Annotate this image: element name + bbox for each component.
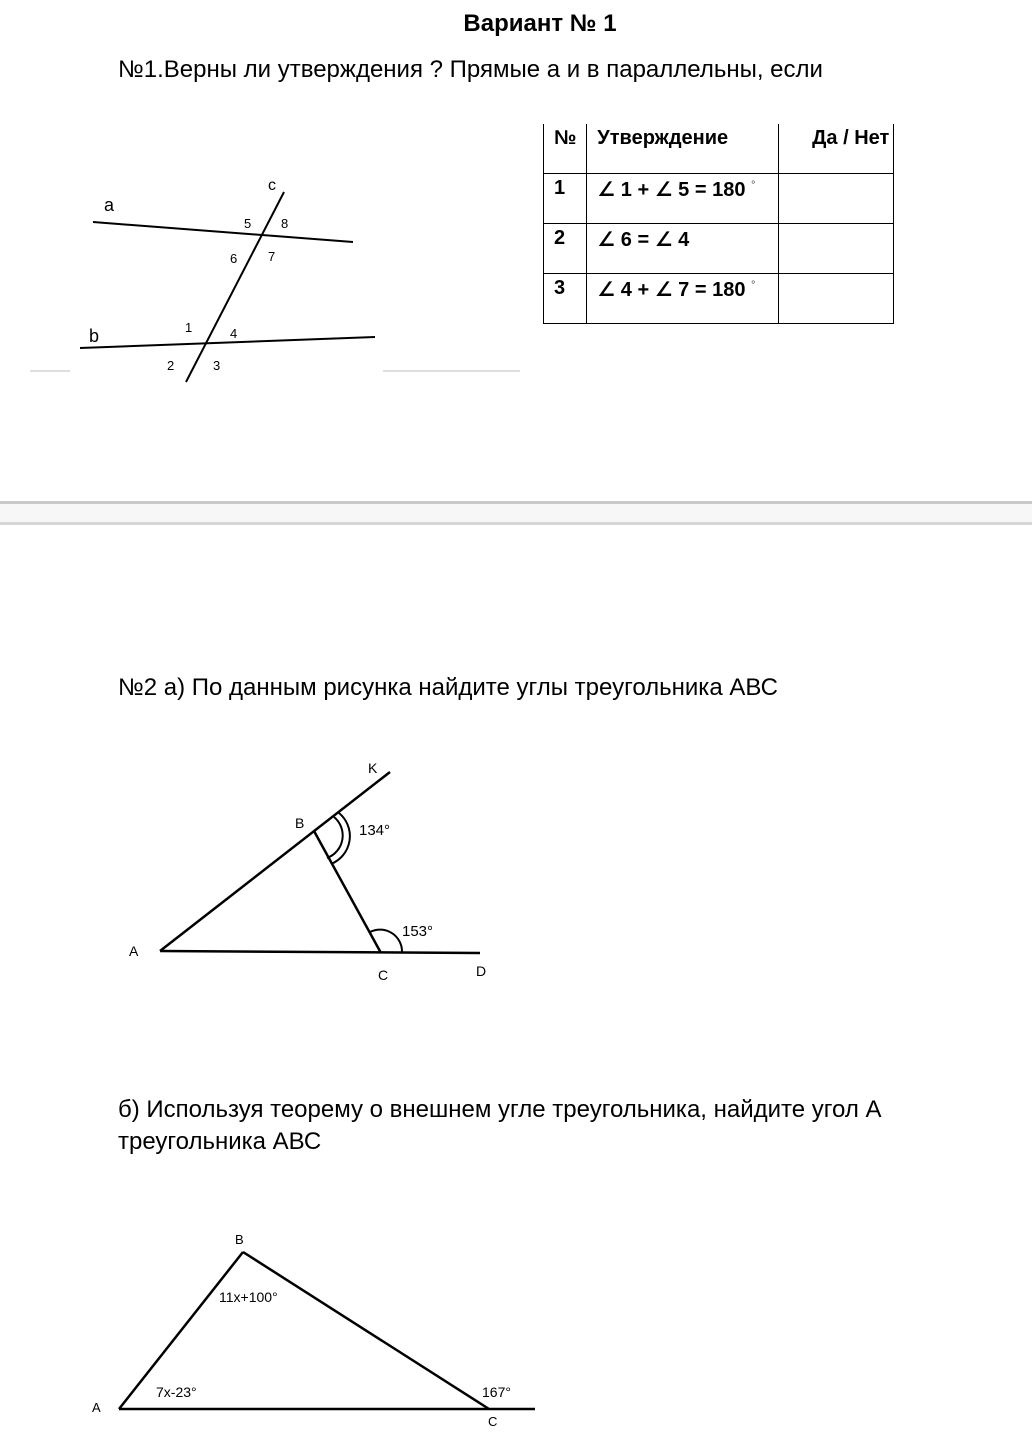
label-b: b [89, 326, 100, 346]
line-b [80, 337, 375, 348]
vertex-C: C [488, 1414, 498, 1429]
row-statement [587, 274, 779, 324]
line-AD [160, 951, 480, 953]
angle-C-value: 153° [402, 923, 434, 940]
table-header-row [544, 124, 894, 174]
header-statement: Утверждение [587, 124, 779, 174]
page-break-top [0, 501, 1032, 504]
angle-B-expression: 11x+100° [219, 1289, 278, 1305]
vertex-B: B [235, 1232, 244, 1247]
row-statement: ∠ 6 = ∠ 4 [587, 224, 779, 274]
line-AK [160, 772, 390, 951]
task2b-text: б) Используя теорему о внешнем угле треугольника, найдите угол А треугольника АВС [118, 1096, 882, 1155]
vertex-K: K [368, 760, 378, 776]
statement-text: ∠ 1 + ∠ 5 = 180 [597, 179, 746, 201]
task1-text: №1.Верны ли утверждения ? Прямые а и в параллельны, если [118, 56, 823, 83]
row-answer[interactable] [779, 174, 894, 224]
line-c [186, 192, 284, 382]
task2-text: №2 а) По данным рисунка найдите углы треугольника АВС [118, 674, 778, 701]
page-break-bottom [0, 522, 1032, 525]
degree-sign: ° [751, 279, 756, 292]
angle-B-value: 134° [359, 822, 391, 839]
angle-label-1: 1 [185, 320, 193, 335]
angle-label-3: 3 [213, 358, 221, 373]
vertex-D: D [476, 963, 487, 979]
vertex-A: A [129, 943, 139, 959]
row-num: 3 [544, 274, 587, 324]
angle-A-expression: 7x-23° [156, 1384, 197, 1400]
header-answer: Да / Нет [779, 124, 894, 174]
arc-B-inner [327, 817, 343, 858]
angle-C-value: 167° [482, 1384, 511, 1400]
figure-parallel-lines [0, 160, 520, 400]
label-a: a [104, 195, 115, 215]
vertex-C: C [378, 967, 389, 983]
table-row [544, 224, 894, 274]
table-row [544, 174, 894, 224]
statement-text: ∠ 4 + ∠ 7 = 180 [597, 279, 746, 301]
row-answer[interactable] [779, 224, 894, 274]
vertex-A: A [92, 1400, 101, 1415]
angle-label-2: 2 [167, 358, 175, 373]
figure-triangle-algebra [0, 1220, 560, 1434]
row-answer[interactable] [779, 274, 894, 324]
table-row [544, 274, 894, 324]
row-num: 1 [544, 174, 587, 224]
figure-triangle-exterior [0, 740, 560, 1000]
arc-B-outer [331, 813, 350, 864]
angle-label-5: 5 [244, 216, 252, 231]
header-num: № [544, 124, 587, 174]
line-a [93, 222, 353, 242]
row-num: 2 [544, 224, 587, 274]
statements-table [543, 124, 894, 324]
angle-label-7: 7 [268, 249, 276, 264]
degree-sign: ° [751, 179, 756, 192]
page-title: Вариант № 1 [463, 10, 617, 37]
angle-label-6: 6 [230, 251, 238, 266]
page-break-band [0, 504, 1032, 522]
angle-label-4: 4 [230, 326, 238, 341]
side-BC [243, 1252, 489, 1409]
label-c: c [268, 177, 276, 194]
vertex-B: B [295, 815, 305, 831]
row-statement [587, 174, 779, 224]
angle-label-8: 8 [281, 216, 289, 231]
